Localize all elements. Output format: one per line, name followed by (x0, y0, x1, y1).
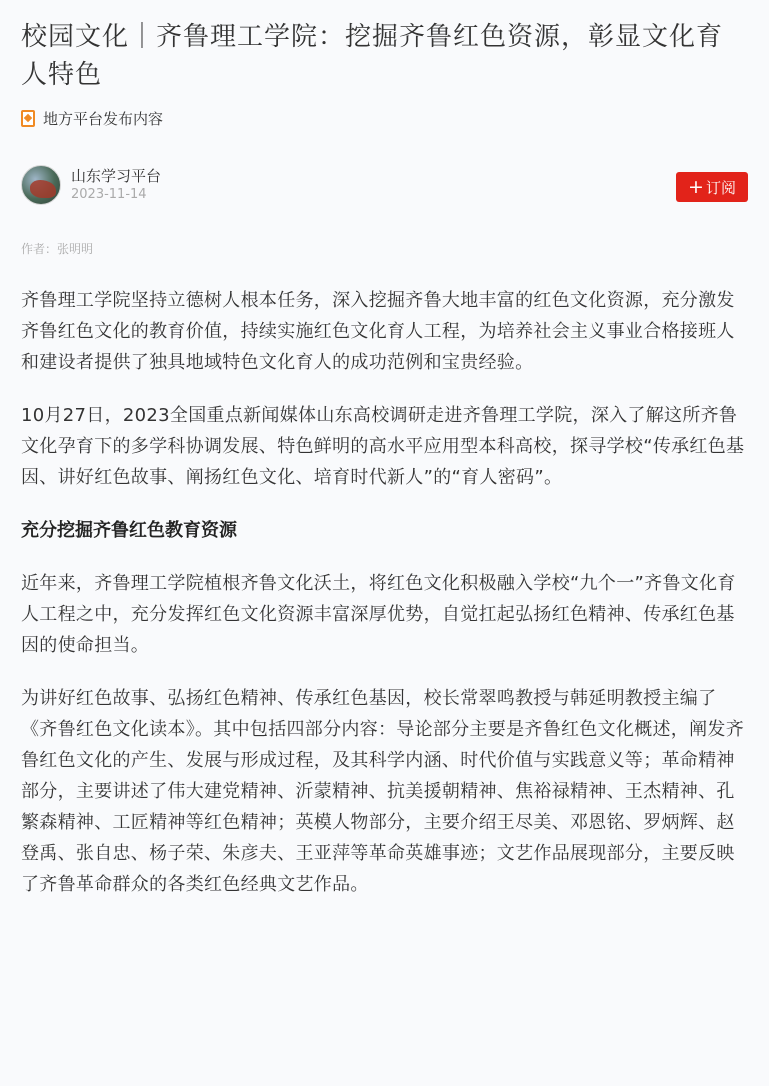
byline: 作者：张明明 (21, 242, 94, 256)
publish-date: 2023-11-14 (71, 187, 147, 202)
subscribe-button[interactable] (676, 172, 748, 202)
source-tag (21, 108, 748, 128)
avatar[interactable] (21, 165, 61, 205)
article-title: 校园文化｜齐鲁理工学院：挖掘齐鲁红色资源，彰显文化育人特色 (21, 22, 724, 90)
author-row (21, 164, 748, 206)
source-tag-label: 地方平台发布内容 (43, 109, 164, 128)
author-name[interactable]: 山东学习平台 (71, 167, 162, 185)
bookmark-icon (21, 110, 35, 127)
author-info (71, 166, 161, 204)
paragraph: 齐鲁理工学院坚持立德树人根本任务，深入挖掘齐鲁大地丰富的红色文化资源，充分激发齐鲁红色文化的教育价值，持续实施红色文化育人工程，为培养社会主义事业合格接班人和建设者提供了独具地域特色文化育人的成功范例和宝贵经验。 (21, 290, 735, 373)
paragraph: 近年来，齐鲁理工学院植根齐鲁文化沃土，将红色文化积极融入学校“九个一”齐鲁文化育人工程之中，充分发挥红色文化资源丰富深厚优势，自觉扛起弘扬红色精神、传承红色基因的使命担当。 (21, 573, 736, 656)
section-heading: 充分挖掘齐鲁红色教育资源 (21, 520, 237, 541)
subscribe-label: 订阅 (705, 178, 736, 197)
article-body (21, 285, 748, 900)
paragraph: 10月27日，2023全国重点新闻媒体山东高校调研走进齐鲁理工学院，深入了解这所齐鲁文化孕育下的多学科协调发展、特色鲜明的高水平应用型本科高校，探寻学校“传承红色基因、讲好红色故事、阐扬红色文化、培育时代新人”的“育人密码”。 (21, 405, 745, 488)
plus-icon: + (688, 175, 704, 198)
paragraph: 为讲好红色故事、弘扬红色精神、传承红色基因，校长常翠鸣教授与韩延明教授主编了《齐鲁红色文化读本》。其中包括四部分内容：导论部分主要是齐鲁红色文化概述，阐发齐鲁红色文化的产生、发展与形成过程，及其科学内涵、时代价值与实践意义等；革命精神部分，主要讲述了伟大建党精神、沂蒙精神、抗美援朝精神、焦裕禄精神、王杰精神、孔繁森精神、工匠精神等红色精神；英模人物部分，主要介绍王尽美、邓恩铭、罗炳辉、赵登禹、张自忠、杨子荣、朱彦夫、王亚萍等革命英雄事迹；文艺作品展现部分，主要反映了齐鲁革命群众的各类红色经典文艺作品。 (21, 688, 744, 895)
